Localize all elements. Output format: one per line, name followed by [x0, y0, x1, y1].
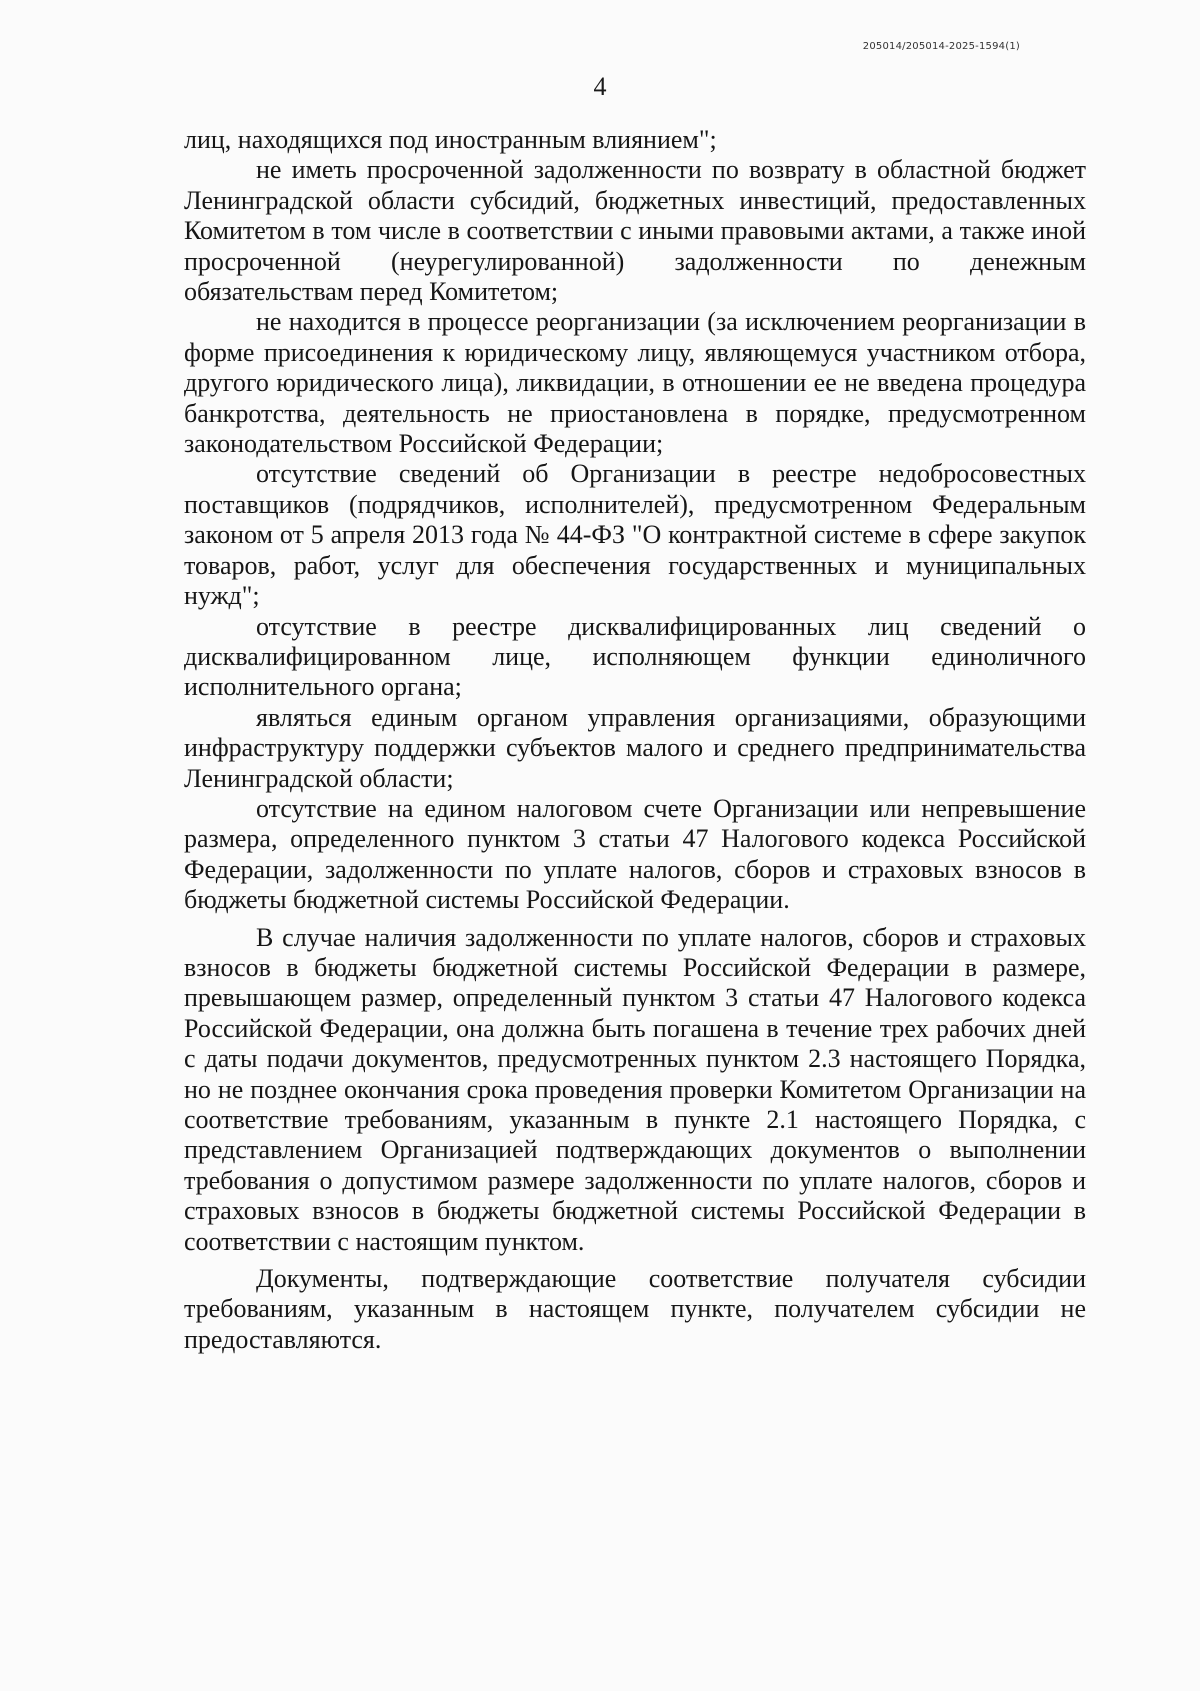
- paragraph-8: В случае наличия задолженности по уплате налогов, сборов и страховых взносов в бюджеты бюджетной системы Российской Федерации в размере, превышающем размер, определенный пунктом 3 статьи 47 Налогового кодекса Российской Федерации, она должна быть погашена в течение трех рабочих дней с даты подачи документов, предусмотренных пунктом 2.3 настоящего Порядка, но не позднее окончания срока проведения проверки Комитетом Организации на соответствие требованиям, указанным в пункте 2.1 настоящего Порядка, с представлением Организацией подтверждающих документов о выполнении требования о допустимом размере задолженности по уплате налогов, сборов и страховых взносов в бюджеты бюджетной системы Российской Федерации в соответствии с настоящим пунктом.: [184, 922, 1086, 1256]
- page-number: 4: [593, 72, 607, 101]
- paragraph-7: отсутствие на едином налоговом счете Организации или непревышение размера, определенного пунктом 3 статьи 47 Налогового кодекса Российской Федерации, задолженности по уплате налогов, сборов и страховых взносов в бюджеты бюджетной системы Российской Федерации.: [184, 793, 1086, 915]
- paragraph-1: лиц, находящихся под иностранным влиянием";: [184, 125, 717, 154]
- paragraph-6: являться единым органом управления организациями, образующими инфраструктуру поддержки субъектов малого и среднего предпринимательства Ленинградской области;: [184, 702, 1086, 793]
- paragraph-9: Документы, подтверждающие соответствие получателя субсидии требованиям, указанным в настоящем пункте, получателем субсидии не предоставляются.: [184, 1264, 1086, 1354]
- paragraph-4: отсутствие сведений об Организации в реестре недобросовестных поставщиков (подрядчиков, исполнителей), предусмотренном Федеральным законом от 5 апреля 2013 года № 44-ФЗ "О контрактной системе в сфере закупок товаров, работ, услуг для обеспечения государственных и муниципальных нужд";: [184, 459, 1086, 611]
- paragraph-2: не иметь просроченной задолженности по возврату в областной бюджет Ленинградской области субсидий, бюджетных инвестиций, предоставленных Комитетом в том числе в соответствии с иными правовыми актами, а также иной просроченной (неурегулированной) задолженности по денежным обязательствам перед Комитетом;: [184, 155, 1086, 307]
- document-body: [184, 125, 1086, 1355]
- paragraph-5: отсутствие в реестре дисквалифицированных лиц сведений о дисквалифицированном лице, исполняющем функции единоличного исполнительного органа;: [184, 611, 1086, 702]
- paragraph-3: не находится в процессе реорганизации (за исключением реорганизации в форме присоединения к юридическому лицу, являющемуся участником отбора, другого юридического лица), ликвидации, в отношении ее не введена процедура банкротства, деятельность не приостановлена в порядке, предусмотренном законодательством Российской Федерации;: [184, 307, 1086, 459]
- document-id: 205014/205014-2025-1594(1): [862, 41, 1020, 52]
